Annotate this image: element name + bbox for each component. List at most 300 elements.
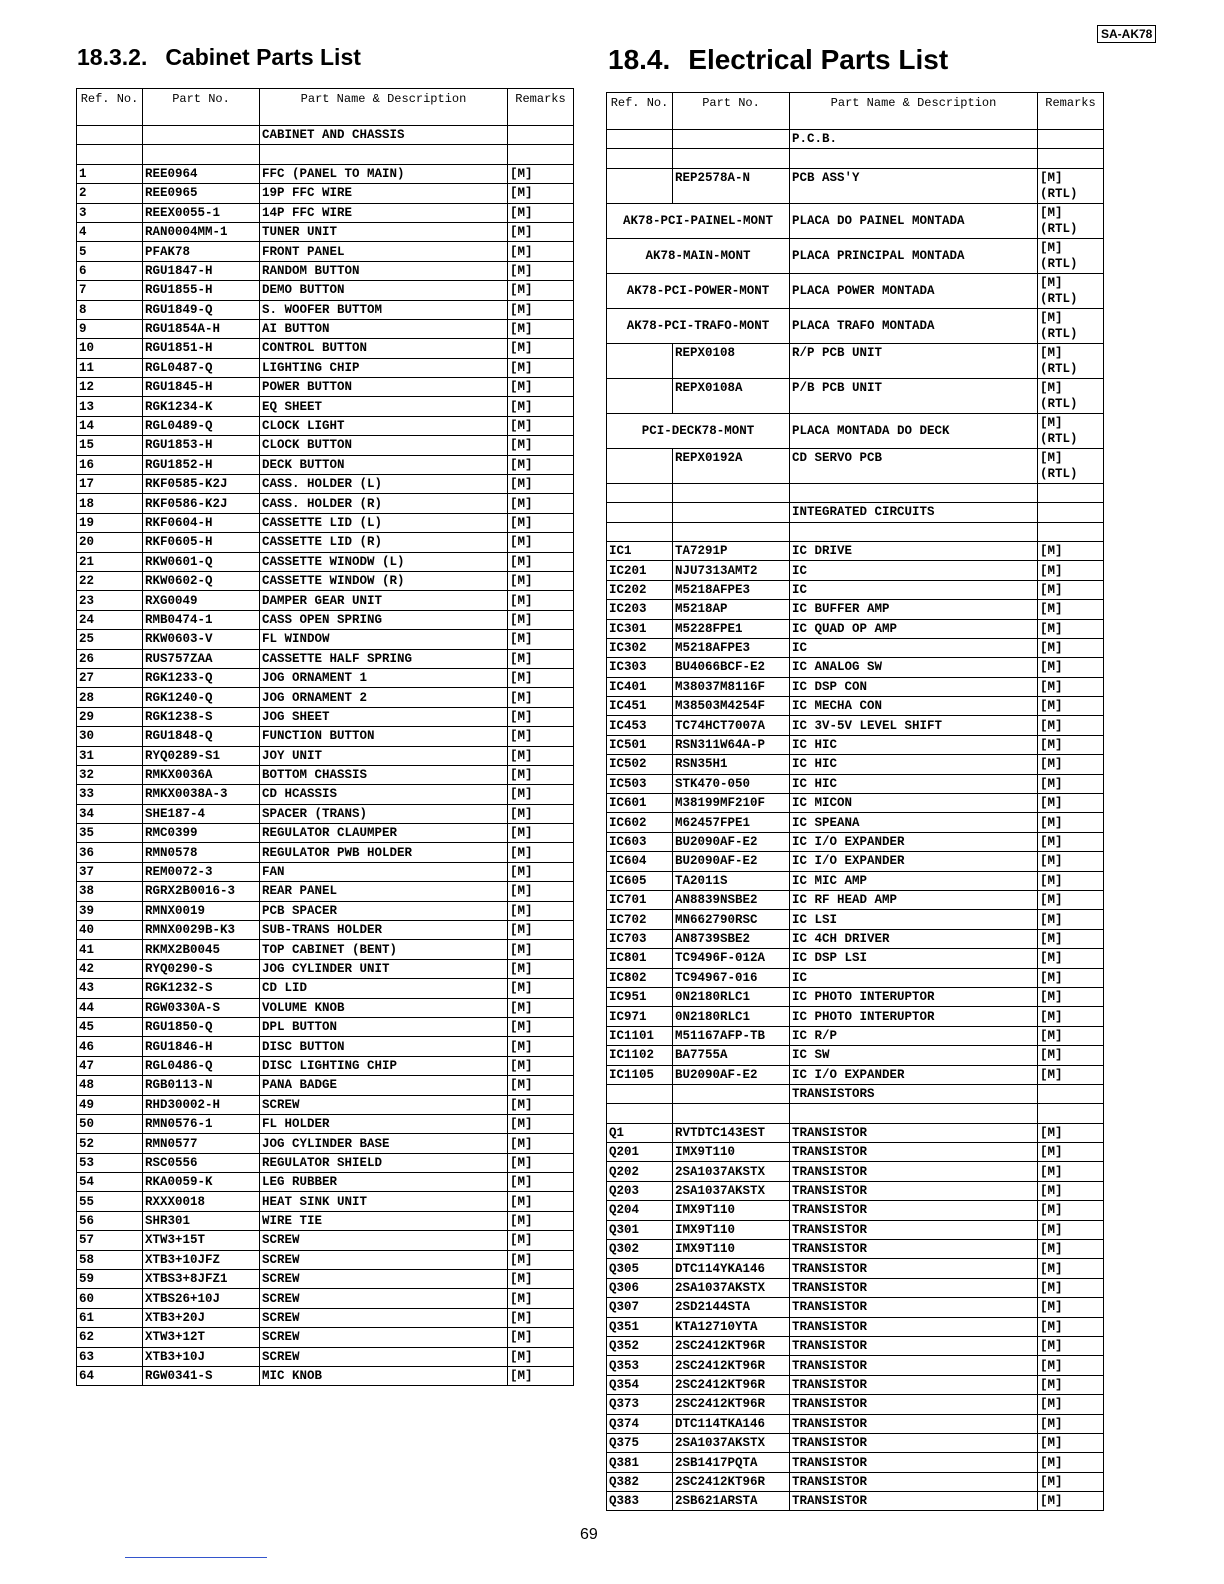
table-row: [607, 1375, 1104, 1394]
part-no-cell: RSC0556: [143, 1153, 260, 1172]
part-no-cell: REP2578A-N: [673, 168, 790, 203]
part-no-cell: RKMX2B0045: [143, 940, 260, 959]
part-no-cell: RVTDTC143EST: [673, 1123, 790, 1142]
remarks-cell: [M]: [1038, 716, 1104, 735]
description-cell: IC: [790, 968, 1038, 987]
ref-cell: Q354: [607, 1375, 673, 1394]
table-row: [77, 785, 574, 804]
description-cell: TRANSISTOR: [790, 1123, 1038, 1142]
description-cell: CASSETTE LID (L): [260, 513, 508, 532]
description-cell: PLACA TRAFO MONTADA: [790, 308, 1038, 343]
ref-cell: IC703: [607, 929, 673, 948]
group-title: TRANSISTORS: [790, 1084, 1038, 1103]
ref-cell: 34: [77, 804, 143, 823]
remarks-cell: [M]: [508, 242, 574, 261]
part-no-cell: RKA0059-K: [143, 1173, 260, 1192]
ref-cell: Q351: [607, 1317, 673, 1336]
part-no-cell: RGK1234-K: [143, 397, 260, 416]
ref-cell: 58: [77, 1250, 143, 1269]
ref-cell: 35: [77, 824, 143, 843]
remarks-cell: [M]: [508, 1367, 574, 1386]
ref-cell: 24: [77, 610, 143, 629]
ref-cell: 61: [77, 1308, 143, 1327]
table-row: [77, 1076, 574, 1095]
ref-cell: 23: [77, 591, 143, 610]
description-cell: TRANSISTOR: [790, 1298, 1038, 1317]
ref-cell: 2: [77, 184, 143, 203]
part-no-cell: RGU1851-H: [143, 339, 260, 358]
table-row: [77, 513, 574, 532]
description-cell: TRANSISTOR: [790, 1143, 1038, 1162]
ref-cell: 22: [77, 571, 143, 590]
ref-cell: IC801: [607, 949, 673, 968]
ref-cell: 52: [77, 1134, 143, 1153]
ref-cell: 57: [77, 1231, 143, 1250]
description-cell: REGULATOR SHIELD: [260, 1153, 508, 1172]
table-row: [77, 300, 574, 319]
description-cell: SCREW: [260, 1289, 508, 1308]
table-row: [77, 222, 574, 241]
description-cell: SCREW: [260, 1250, 508, 1269]
remarks-cell: [M]: [508, 1114, 574, 1133]
remarks-cell: [M]: [1038, 1433, 1104, 1452]
remarks-cell: [M]: [508, 688, 574, 707]
ref-cell: 1: [77, 164, 143, 183]
description-cell: TRANSISTOR: [790, 1492, 1038, 1511]
ref-cell: Q375: [607, 1433, 673, 1452]
part-no-cell: RSN311W64A-P: [673, 735, 790, 754]
remarks-cell: [M]: [508, 358, 574, 377]
remarks-cell: [M]: [508, 436, 574, 455]
ref-cell: 5: [77, 242, 143, 261]
table-row: [77, 378, 574, 397]
ref-cell: IC451: [607, 697, 673, 716]
part-no-cell: RGK1238-S: [143, 707, 260, 726]
part-no-cell: M5218AP: [673, 600, 790, 619]
table-row: [77, 319, 574, 338]
part-no-cell: RMNX0019: [143, 901, 260, 920]
remarks-cell: [M]: [1038, 1259, 1104, 1278]
description-cell: IC 3V-5V LEVEL SHIFT: [790, 716, 1038, 735]
table-row: [77, 979, 574, 998]
ref-cell: PCI-DECK78-MONT: [607, 413, 790, 448]
table-row: [607, 1317, 1104, 1336]
table-row: [77, 416, 574, 435]
table-row: [77, 707, 574, 726]
part-no-cell: 2SC2412KT96R: [673, 1356, 790, 1375]
remarks-cell: [M]: [508, 203, 574, 222]
ref-cell: Q382: [607, 1472, 673, 1491]
description-cell: TRANSISTOR: [790, 1336, 1038, 1355]
ref-cell: 9: [77, 319, 143, 338]
remarks-cell: [M]: [508, 1153, 574, 1172]
ref-cell: 15: [77, 436, 143, 455]
ref-cell: IC502: [607, 755, 673, 774]
description-cell: JOG ORNAMENT 1: [260, 668, 508, 687]
ref-cell: 60: [77, 1289, 143, 1308]
part-no-cell: RGU1853-H: [143, 436, 260, 455]
part-no-cell: RXXX0018: [143, 1192, 260, 1211]
remarks-cell: [M]: [1038, 1026, 1104, 1045]
ref-cell: 14: [77, 416, 143, 435]
part-no-cell: KTA12710YTA: [673, 1317, 790, 1336]
ref-cell: Q1: [607, 1123, 673, 1142]
ref-cell: Q306: [607, 1278, 673, 1297]
remarks-cell: [M]: [508, 901, 574, 920]
part-no-cell: IMX9T110: [673, 1143, 790, 1162]
ref-cell: 38: [77, 882, 143, 901]
part-no-cell: 2SB621ARSTA: [673, 1492, 790, 1511]
part-no-cell: RMB0474-1: [143, 610, 260, 629]
remarks-cell: [M]: [508, 746, 574, 765]
table-row: [77, 533, 574, 552]
description-cell: TOP CABINET (BENT): [260, 940, 508, 959]
description-cell: FL HOLDER: [260, 1114, 508, 1133]
part-no-cell: 2SA1037AKSTX: [673, 1162, 790, 1181]
remarks-cell: [M] (RTL): [1038, 448, 1104, 483]
ref-cell: IC605: [607, 871, 673, 890]
ref-cell: [607, 378, 673, 413]
remarks-cell: [M]: [508, 1017, 574, 1036]
remarks-cell: [M]: [508, 630, 574, 649]
table-row: [607, 1240, 1104, 1259]
part-no-cell: M38199MF210F: [673, 794, 790, 813]
ref-cell: [607, 448, 673, 483]
description-cell: CD HCASSIS: [260, 785, 508, 804]
blank-row: [607, 149, 1104, 168]
remarks-cell: [M]: [508, 979, 574, 998]
remarks-cell: [M]: [508, 455, 574, 474]
remarks-cell: [M]: [508, 339, 574, 358]
header-desc: Part Name & Description: [790, 93, 1038, 130]
remarks-cell: [M]: [1038, 968, 1104, 987]
description-cell: CASS. HOLDER (R): [260, 494, 508, 513]
group-title: INTEGRATED CIRCUITS: [790, 503, 1038, 522]
table-row: [607, 1007, 1104, 1026]
remarks-cell: [M]: [508, 222, 574, 241]
description-cell: PLACA MONTADA DO DECK: [790, 413, 1038, 448]
part-no-cell: PFAK78: [143, 242, 260, 261]
remarks-cell: [M]: [508, 843, 574, 862]
part-no-cell: AN8839NSBE2: [673, 890, 790, 909]
ref-cell: IC453: [607, 716, 673, 735]
part-no-cell: RMN0577: [143, 1134, 260, 1153]
table-row: [607, 1492, 1104, 1511]
part-no-cell: RGW0341-S: [143, 1367, 260, 1386]
table-row: [77, 552, 574, 571]
part-no-cell: TC94967-016: [673, 968, 790, 987]
ref-cell: IC401: [607, 677, 673, 696]
remarks-cell: [M]: [508, 1347, 574, 1366]
ref-cell: IC501: [607, 735, 673, 754]
part-no-cell: RGU1848-Q: [143, 727, 260, 746]
ref-cell: Q301: [607, 1220, 673, 1239]
ref-cell: 10: [77, 339, 143, 358]
table-row: [607, 910, 1104, 929]
ref-cell: Q204: [607, 1201, 673, 1220]
remarks-cell: [M]: [1038, 755, 1104, 774]
table-row: [77, 339, 574, 358]
part-no-cell: AN8739SBE2: [673, 929, 790, 948]
cabinet-parts-table: [76, 88, 574, 1386]
table-row: [77, 959, 574, 978]
table-row: [77, 1153, 574, 1172]
part-no-cell: BU2090AF-E2: [673, 1065, 790, 1084]
table-header: [607, 93, 1104, 130]
ref-cell: 4: [77, 222, 143, 241]
header-desc: Part Name & Description: [260, 89, 508, 126]
part-no-cell: SHE187-4: [143, 804, 260, 823]
part-no-cell: [673, 1104, 790, 1123]
remarks-cell: [M]: [1038, 949, 1104, 968]
table-row: [77, 475, 574, 494]
table-row: [607, 1143, 1104, 1162]
part-no-cell: XTW3+15T: [143, 1231, 260, 1250]
table-row: [77, 1270, 574, 1289]
remarks-cell: [M]: [508, 727, 574, 746]
remarks-cell: [M]: [508, 765, 574, 784]
ref-cell: IC302: [607, 638, 673, 657]
description-cell: TRANSISTOR: [790, 1375, 1038, 1394]
part-no-cell: REE0965: [143, 184, 260, 203]
description-cell: IC RF HEAD AMP: [790, 890, 1038, 909]
table-row: [77, 1173, 574, 1192]
description-cell: 19P FFC WIRE: [260, 184, 508, 203]
remarks-cell: [M]: [1038, 1143, 1104, 1162]
remarks-cell: [M]: [508, 882, 574, 901]
table-row: [607, 794, 1104, 813]
description-cell: JOG SHEET: [260, 707, 508, 726]
table-row: [607, 1472, 1104, 1491]
table-row: [607, 677, 1104, 696]
remarks-cell: [M]: [1038, 1007, 1104, 1026]
description-cell: IC: [790, 638, 1038, 657]
table-row: [77, 688, 574, 707]
table-row: [607, 343, 1104, 378]
ref-cell: 16: [77, 455, 143, 474]
part-no-cell: RMKX0038A-3: [143, 785, 260, 804]
table-row: [607, 541, 1104, 560]
table-row: [77, 203, 574, 222]
description-cell: FRONT PANEL: [260, 242, 508, 261]
table-row: [77, 571, 574, 590]
remarks-cell: [M] (RTL): [1038, 238, 1104, 273]
ref-cell: IC503: [607, 774, 673, 793]
remarks-cell: [M]: [1038, 600, 1104, 619]
table-row: [77, 630, 574, 649]
remarks-cell: [M]: [508, 1328, 574, 1347]
part-no-cell: RKF0585-K2J: [143, 475, 260, 494]
part-no-cell: RKW0601-Q: [143, 552, 260, 571]
remarks-cell: [M]: [508, 1270, 574, 1289]
description-cell: IC DSP LSI: [790, 949, 1038, 968]
remarks-cell: [M]: [1038, 1220, 1104, 1239]
remarks-cell: [M]: [508, 1308, 574, 1327]
part-no-cell: RKF0605-H: [143, 533, 260, 552]
table-row: [77, 901, 574, 920]
part-no-cell: 2SC2412KT96R: [673, 1375, 790, 1394]
ref-cell: [607, 1104, 673, 1123]
blank-row: [607, 522, 1104, 541]
remarks-cell: [M]: [508, 785, 574, 804]
ref-cell: [607, 343, 673, 378]
table-row: [77, 397, 574, 416]
description-cell: TRANSISTOR: [790, 1472, 1038, 1491]
remarks-cell: [M]: [508, 1056, 574, 1075]
ref-cell: 29: [77, 707, 143, 726]
table-row: [77, 261, 574, 280]
remarks-cell: [M]: [508, 164, 574, 183]
description-cell: DPL BUTTON: [260, 1017, 508, 1036]
footer-rule: [125, 1557, 267, 1558]
remarks-cell: [M]: [508, 1134, 574, 1153]
description-cell: P/B PCB UNIT: [790, 378, 1038, 413]
table-row: [607, 852, 1104, 871]
remarks-cell: [M]: [508, 649, 574, 668]
description-cell: DECK BUTTON: [260, 455, 508, 474]
description-cell: TRANSISTOR: [790, 1317, 1038, 1336]
section-number: 18.3.2.: [77, 44, 148, 70]
part-no-cell: 2SD2144STA: [673, 1298, 790, 1317]
table-row: [607, 1259, 1104, 1278]
description-cell: MIC KNOB: [260, 1367, 508, 1386]
table-row: [607, 697, 1104, 716]
ref-cell: IC971: [607, 1007, 673, 1026]
description-cell: CONTROL BUTTON: [260, 339, 508, 358]
part-no-cell: RKF0586-K2J: [143, 494, 260, 513]
ref-cell: 12: [77, 378, 143, 397]
part-no-cell: XTBS3+8JFZ1: [143, 1270, 260, 1289]
ref-cell: IC203: [607, 600, 673, 619]
table-row: [77, 882, 574, 901]
description-cell: TRANSISTOR: [790, 1433, 1038, 1452]
ref-cell: IC202: [607, 580, 673, 599]
remarks-cell: [M]: [508, 1250, 574, 1269]
table-row: [607, 638, 1104, 657]
remarks-cell: [M]: [1038, 1472, 1104, 1491]
remarks-cell: [M]: [508, 319, 574, 338]
part-no-cell: 2SC2412KT96R: [673, 1395, 790, 1414]
description-cell: IC MICON: [790, 794, 1038, 813]
section-title: Cabinet Parts List: [165, 44, 361, 70]
remarks-cell: [M] (RTL): [1038, 203, 1104, 238]
part-no-cell: REM0072-3: [143, 862, 260, 881]
ref-cell: Q374: [607, 1414, 673, 1433]
ref-cell: 8: [77, 300, 143, 319]
description-cell: PCB SPACER: [260, 901, 508, 920]
remarks-cell: [M]: [508, 1211, 574, 1230]
ref-cell: 56: [77, 1211, 143, 1230]
description-cell: IC LSI: [790, 910, 1038, 929]
part-no-cell: 2SA1037AKSTX: [673, 1181, 790, 1200]
table-row: [77, 591, 574, 610]
table-row: [607, 1026, 1104, 1045]
ref-cell: IC303: [607, 658, 673, 677]
remarks-cell: [M]: [508, 184, 574, 203]
description-cell: TUNER UNIT: [260, 222, 508, 241]
remarks-cell: [M]: [1038, 1123, 1104, 1142]
part-no-cell: 0N2180RLC1: [673, 1007, 790, 1026]
part-no-cell: RMNX0029B-K3: [143, 921, 260, 940]
description-cell: FUNCTION BUTTON: [260, 727, 508, 746]
ref-cell: IC701: [607, 890, 673, 909]
ref-cell: IC602: [607, 813, 673, 832]
part-no-cell: RKW0602-Q: [143, 571, 260, 590]
part-no-cell: XTB3+10JFZ: [143, 1250, 260, 1269]
description-cell: PANA BADGE: [260, 1076, 508, 1095]
description-cell: IC ANALOG SW: [790, 658, 1038, 677]
description-cell: IC SPEANA: [790, 813, 1038, 832]
table-row: [607, 308, 1104, 343]
remarks-cell: [M]: [508, 668, 574, 687]
remarks-cell: [M]: [1038, 794, 1104, 813]
part-no-cell: RXG0049: [143, 591, 260, 610]
remarks-cell: [M] (RTL): [1038, 343, 1104, 378]
remarks-cell: [M]: [1038, 1046, 1104, 1065]
part-no-cell: RGRX2B0016-3: [143, 882, 260, 901]
part-no-cell: TA7291P: [673, 541, 790, 560]
table-row: [77, 610, 574, 629]
group-row: [607, 503, 1104, 522]
ref-cell: 28: [77, 688, 143, 707]
table-row: [77, 824, 574, 843]
table-row: [607, 774, 1104, 793]
ref-cell: 39: [77, 901, 143, 920]
part-no-cell: RMN0576-1: [143, 1114, 260, 1133]
description-cell: JOG CYLINDER UNIT: [260, 959, 508, 978]
part-no-cell: RHD30002-H: [143, 1095, 260, 1114]
part-no-cell: TA2011S: [673, 871, 790, 890]
remarks-cell: [M]: [1038, 1336, 1104, 1355]
ref-cell: 18: [77, 494, 143, 513]
description-cell: SCREW: [260, 1095, 508, 1114]
ref-cell: 30: [77, 727, 143, 746]
part-no-cell: RMKX0036A: [143, 765, 260, 784]
ref-cell: Q302: [607, 1240, 673, 1259]
remarks-cell: [M]: [1038, 638, 1104, 657]
description-cell: SCREW: [260, 1270, 508, 1289]
group-row: [607, 130, 1104, 149]
table-row: [77, 668, 574, 687]
table-row: [607, 1298, 1104, 1317]
description-cell: REAR PANEL: [260, 882, 508, 901]
remarks-cell: [M]: [508, 494, 574, 513]
remarks-cell: [M]: [508, 824, 574, 843]
part-no-cell: RGL0487-Q: [143, 358, 260, 377]
ref-cell: Q201: [607, 1143, 673, 1162]
table-row: [77, 184, 574, 203]
table-row: [607, 1181, 1104, 1200]
table-row: [607, 238, 1104, 273]
part-no-cell: RKF0604-H: [143, 513, 260, 532]
remarks-cell: [M]: [508, 552, 574, 571]
description-cell: CASS. HOLDER (L): [260, 475, 508, 494]
group-title: CABINET AND CHASSIS: [260, 126, 508, 145]
table-row: [607, 1433, 1104, 1452]
description-cell: EQ SHEET: [260, 397, 508, 416]
ref-cell: 25: [77, 630, 143, 649]
part-no-cell: M5228FPE1: [673, 619, 790, 638]
part-no-cell: RGB0113-N: [143, 1076, 260, 1095]
table-row: [77, 1192, 574, 1211]
ref-cell: 53: [77, 1153, 143, 1172]
remarks-cell: [M]: [1038, 890, 1104, 909]
ref-cell: IC1105: [607, 1065, 673, 1084]
description-cell: VOLUME KNOB: [260, 998, 508, 1017]
description-cell: JOY UNIT: [260, 746, 508, 765]
description-cell: LEG RUBBER: [260, 1173, 508, 1192]
part-no-cell: RUS757ZAA: [143, 649, 260, 668]
